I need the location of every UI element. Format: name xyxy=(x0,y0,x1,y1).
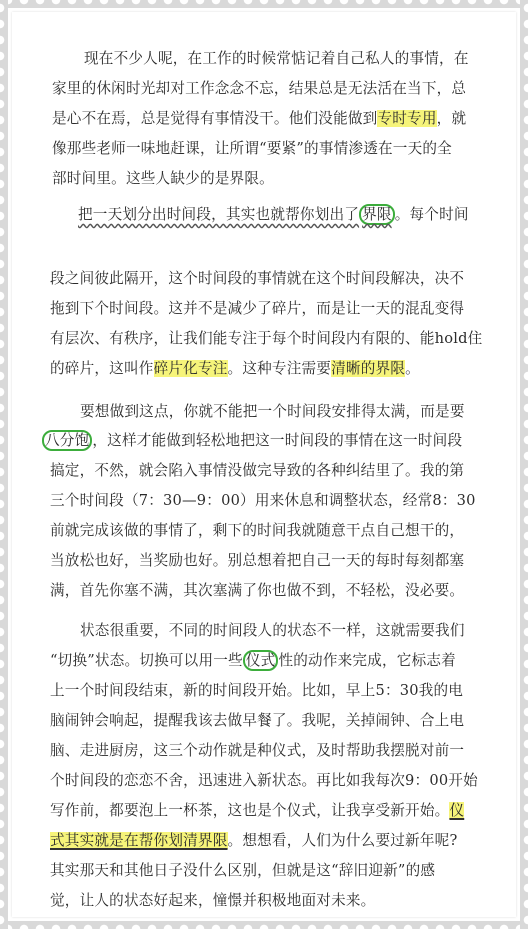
wavy-underline: 把一天划分出时间段，其实也就帮你划出了 xyxy=(78,206,360,223)
text-line: 把一天划分出时间段，其实也就帮你划出了 界限 。每个时间 xyxy=(78,206,469,223)
text-line: 脑闹钟会响起，提醒我该去做早餐了。我呢，关掉闹钟、合上电 xyxy=(50,712,465,729)
perforated-edge-top xyxy=(0,0,528,8)
text-line: 写作前，都要泡上一杯茶，这也是个仪式，让我享受新开始。仪 xyxy=(50,802,465,819)
highlight: 仪 xyxy=(449,802,465,819)
highlight: 专时专用 xyxy=(377,110,437,127)
highlight: 碎片化专注 xyxy=(153,360,228,377)
text-line: 要想做到这点，你就不能把一个时间段安排得太满，而是要 xyxy=(80,403,465,420)
text-line: “切换”状态。切换可以用一些 仪式 性的动作来完成，它标志着 xyxy=(50,652,456,669)
circled-word: 仪式 xyxy=(243,650,279,671)
text-line: 像那些老师一味地赶课，让所谓“要紧”的事情渗透在一天的全 xyxy=(52,140,452,157)
perforated-edge-bottom xyxy=(0,921,528,929)
text-line: 搞定，不然，就会陷入事情没做完导致的各种纠结里了。我的第 xyxy=(50,462,465,479)
text-line: 部时间里。这些人缺少的是界限。 xyxy=(52,170,274,187)
text-line: 式其实就是在帮你划清界限。想想看，人们为什么要过新年呢? xyxy=(50,832,458,849)
highlight: 式其实就是在帮你划清界限 xyxy=(50,832,228,849)
text-line: 状态很重要，不同的时间段人的状态不一样，这就需要我们 xyxy=(80,622,465,639)
book-page xyxy=(12,12,516,917)
text-line: 个时间段的恋恋不舍，迅速进入新状态。再比如我每次9：00开始 xyxy=(50,772,478,789)
text-line: 前就完成该做的事情了，剩下的时间我就随意干点自己想干的， xyxy=(50,522,465,539)
text-line: 家里的休闲时光却对工作念念不忘，结果总是无法活在当下，总 xyxy=(52,80,467,97)
text-line: 现在不少人呢，在工作的时候常惦记着自己私人的事情，在 xyxy=(84,50,469,67)
text-line: 八分饱 ，这样才能做到轻松地把这一时间段的事情在这一时间段 xyxy=(42,431,462,451)
text-line: 脑、走进厨房，这三个动作就是种仪式，及时帮助我摆脱对前一 xyxy=(50,742,465,759)
text-line: 段之间彼此隔开，这个时间段的事情就在这个时间段解决，决不 xyxy=(50,270,465,287)
circled-word: 八分饱 xyxy=(42,430,92,451)
text-line: 上一个时间段结束，新的时间段开始。比如，早上5：30我的电 xyxy=(50,682,464,699)
text-line: 三个时间段（7：30—9：00）用来休息和调整状态，经常8：30 xyxy=(50,492,476,509)
text-line: 当放松也好，当奖励也好。别总想着把自己一天的每时每刻都塞 xyxy=(50,552,465,569)
text-line: 拖到下个时间段。这并不是减少了碎片，而是让一天的混乱变得 xyxy=(50,300,465,317)
highlight: 清晰的界限 xyxy=(331,360,406,377)
perforated-edge-left xyxy=(0,0,8,929)
text-line: 是心不在焉，总是觉得有事情没干。他们没能做到专时专用，就 xyxy=(52,110,467,127)
perforated-edge-right xyxy=(520,0,528,929)
text-line: 有层次、有秩序，让我们能专注于每个时间段内有限的、能hold住 xyxy=(50,330,483,347)
text-line: 其实那天和其他日子没什么区别，但就是这“辞旧迎新”的感 xyxy=(50,862,436,879)
text-line: 满，首先你塞不满，其次塞满了你也做不到，不轻松，没必要。 xyxy=(50,582,465,599)
text-line: 的碎片，这叫作碎片化专注。这种专注需要清晰的界限。 xyxy=(50,360,420,377)
circled-word: 界限 xyxy=(359,204,395,225)
text-line: 觉，让人的状态好起来，憧憬并积极地面对未来。 xyxy=(50,892,376,909)
